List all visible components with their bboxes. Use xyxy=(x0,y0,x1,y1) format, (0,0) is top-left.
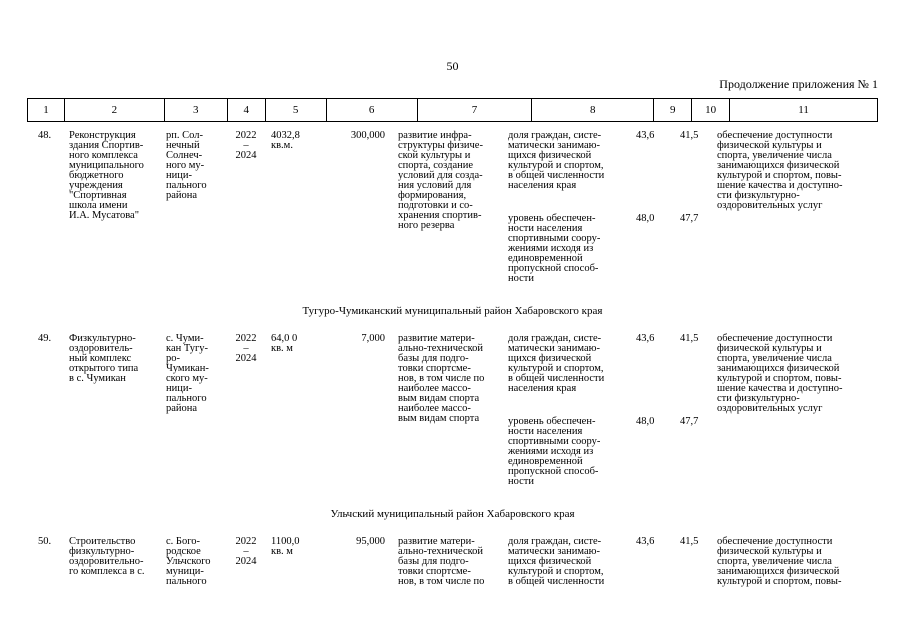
funding-amount: 7,000 xyxy=(361,333,385,344)
page-number: 50 xyxy=(446,59,459,73)
indicator-value-col9: 43,6 xyxy=(636,333,655,344)
indicator-value-col9: 48,0 xyxy=(636,213,655,224)
column-header-9: 9 xyxy=(654,99,692,121)
development-direction: развитие матери- ально-технической базы для подго- товки спортсме- нов, в том числе по xyxy=(398,536,485,587)
expected-result: обеспечение доступности физической культуры и спорта, увеличение числа занимающихся физической культурой и спортом, повы- шение качества и доступно- сти физкультурно- оздоровительных услуг xyxy=(717,333,843,414)
column-header-2: 2 xyxy=(65,99,165,121)
row-number: 48. xyxy=(38,130,52,141)
implementation-years: 2022 – 2024 xyxy=(235,536,257,567)
implementation-years: 2022 – 2024 xyxy=(235,333,257,364)
indicator-value-col10: 41,5 xyxy=(680,333,699,344)
column-header-6: 6 xyxy=(327,99,418,121)
indicator-citizens-share: доля граждан, систе- матически занимаю- щихся физической культурой и спортом, в общей численности xyxy=(508,536,605,587)
row-number: 50. xyxy=(38,536,52,547)
column-header-5: 5 xyxy=(266,99,327,121)
object-capacity: 64,0 0 кв. м xyxy=(271,333,298,354)
object-name: Строительство физкультурно- оздоровительно- го комплекса в с. xyxy=(69,536,145,577)
column-header-7: 7 xyxy=(418,99,533,121)
object-name: Физкультурно- оздоровитель- ный комплекс открытого типа в с. Чумикан xyxy=(69,333,139,384)
district-heading: Тугуро-Чумиканский муниципальный район Хабаровского края xyxy=(302,305,603,317)
object-location: рп. Сол- нечный Солнеч- ного му- ници- пального района xyxy=(166,130,207,201)
indicator-value-col9: 43,6 xyxy=(636,536,655,547)
funding-amount: 300,000 xyxy=(350,130,385,141)
object-name: Реконструкция здания Спортив- ного комплекса муниципального бюджетного учреждения "Спортивная школа имени И.А. Мусатова" xyxy=(69,130,144,221)
funding-amount: 95,000 xyxy=(356,536,385,547)
indicator-value-col10: 47,7 xyxy=(680,416,699,427)
implementation-years: 2022 – 2024 xyxy=(235,130,257,161)
table-header-row xyxy=(27,98,878,122)
development-direction: развитие инфра- структуры физиче- ской культуры и спорта, создание условий для созда- ния условий для формирования, подготовки и со- хранения спортив- ного резерва xyxy=(398,130,483,231)
object-location: с. Чуми- кан Тугу- ро- Чумикан- ского му- ници- пального района xyxy=(166,333,209,414)
indicator-value-col9: 43,6 xyxy=(636,130,655,141)
object-capacity: 1100,0 кв. м xyxy=(271,536,300,557)
appendix-note: Продолжение приложения № 1 xyxy=(719,77,878,91)
indicator-citizens-share: доля граждан, систе- матически занимаю- щихся физической культурой и спортом, в общей численности населения края xyxy=(508,333,605,394)
indicator-citizens-share: доля граждан, систе- матически занимаю- щихся физической культурой и спортом, в общей численности населения края xyxy=(508,130,605,191)
indicator-value-col10: 41,5 xyxy=(680,536,699,547)
column-header-11: 11 xyxy=(798,104,809,116)
indicator-facility-provision: уровень обеспечен- ности населения спортивными соору- жениями исходя из единовременной пропускной способ- ности xyxy=(508,213,601,284)
development-direction: развитие матери- ально-технической базы для подго- товки спортсме- нов, в том числе по наиболее массо- вым видам спорта наиболее массо- вым видам спорта xyxy=(398,333,485,424)
column-header-3: 3 xyxy=(165,99,228,121)
row-number: 49. xyxy=(38,333,52,344)
indicator-facility-provision: уровень обеспечен- ности населения спортивными соору- жениями исходя из единовременной пропускной способ- ности xyxy=(508,416,601,487)
column-header-4: 4 xyxy=(228,99,266,121)
column-header-10: 10 xyxy=(692,99,730,121)
indicator-value-col10: 41,5 xyxy=(680,130,699,141)
indicator-value-col10: 47,7 xyxy=(680,213,699,224)
column-header-8: 8 xyxy=(532,99,654,121)
expected-result: обеспечение доступности физической культуры и спорта, увеличение числа занимающихся физической культурой и спортом, повы- xyxy=(717,536,842,587)
expected-result: обеспечение доступности физической культуры и спорта, увеличение числа занимающихся физической культурой и спортом, повы- шение качества и доступно- сти физкультурно- оздоровительных услуг xyxy=(717,130,843,211)
column-header-1: 1 xyxy=(28,99,65,121)
object-capacity: 4032,8 кв.м. xyxy=(271,130,300,151)
indicator-value-col9: 48,0 xyxy=(636,416,655,427)
object-location: с. Бого- родское Ульчского муници- пального xyxy=(166,536,211,587)
district-heading: Ульчский муниципальный район Хабаровского края xyxy=(330,508,575,520)
